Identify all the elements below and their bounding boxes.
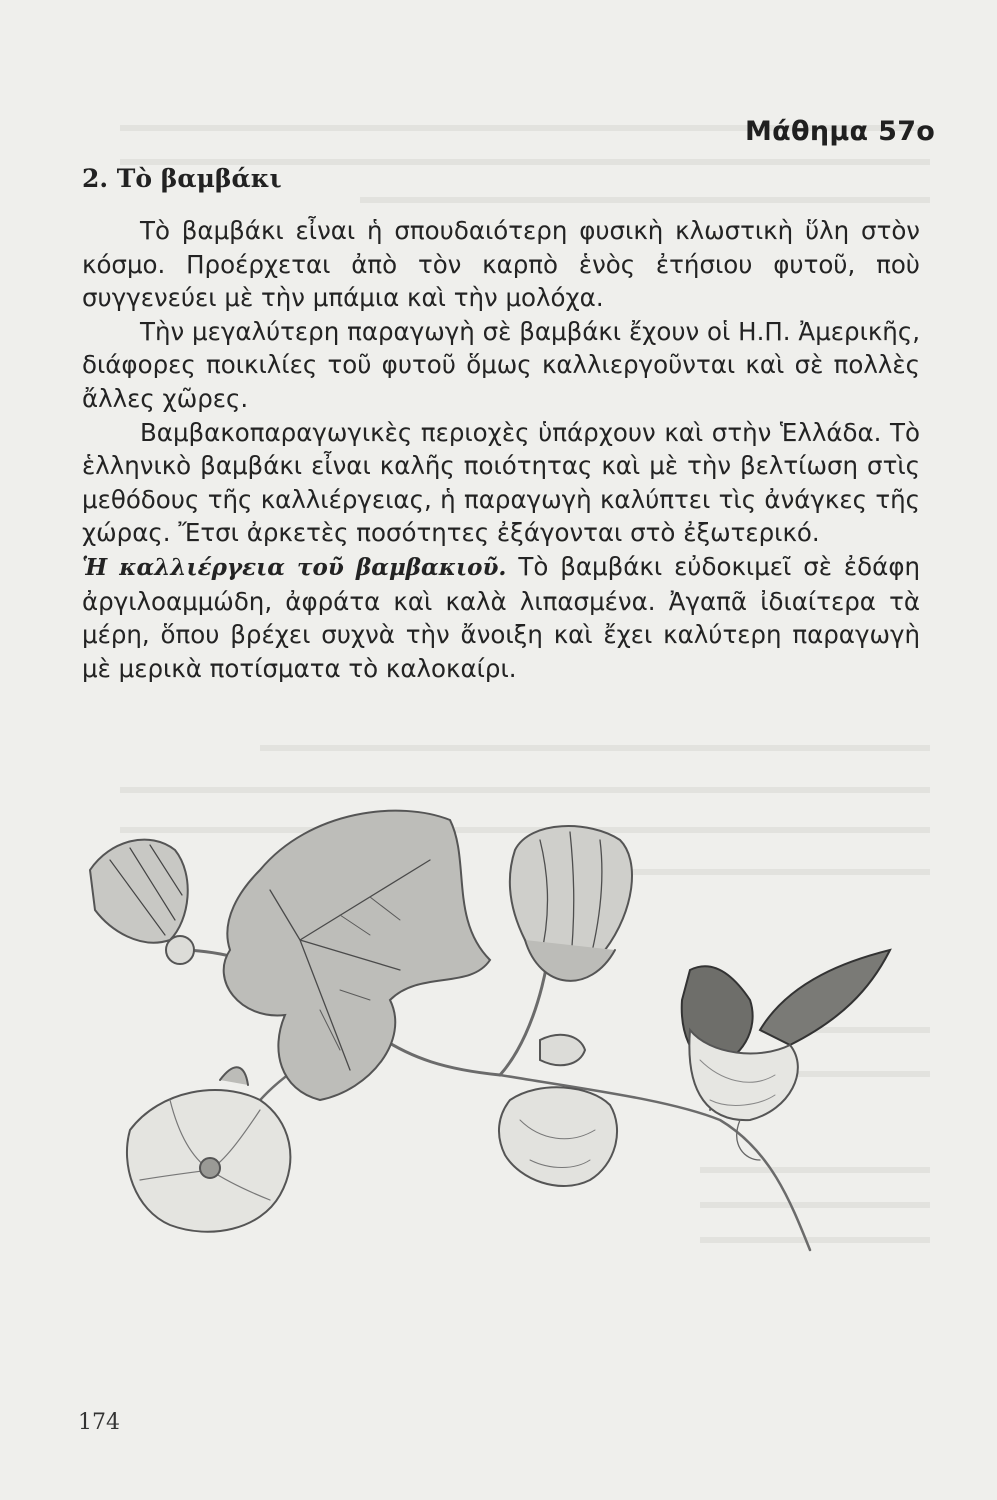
section-title: 2. Τὸ βαμβάκι xyxy=(82,164,282,193)
open-boll-center xyxy=(499,1087,617,1186)
large-leaf xyxy=(224,811,490,1100)
cultivation-text: Τὸ βαμβάκι εὐδοκιμεῖ σὲ ἐδάφη ἀργιλοαμμώδη, ἀφράτα καὶ καλὰ λιπασμένα. Ἀγαπᾶ ἰδιαίτερα τὰ μέρη, ὅπου βρέχει συχνὰ τὴν ἄνοιξη καὶ ἔχει καλύτερη παραγωγὴ μὲ μερικὰ ποτίσματα τὸ καλοκαίρι. xyxy=(82,551,921,683)
body-text xyxy=(82,214,920,685)
paragraph-2: Τὴν μεγαλύτερη παραγωγὴ σὲ βαμβάκι ἔχουν οἱ Η.Π. Ἀμερικῆς, διάφορες ποικιλίες τοῦ φυτοῦ ὅμως καλλιεργοῦνται καὶ σὲ πολλὲς ἄλλες χῶρες. xyxy=(82,316,920,413)
cultivation-heading: Ἡ καλλιέργεια τοῦ βαμβακιοῦ. xyxy=(82,553,507,581)
paragraph-cultivation xyxy=(82,550,920,685)
paragraph-3: Βαμβακοπαραγωγικὲς περιοχὲς ὑπάρχουν καὶ στὴν Ἑλλάδα. Τὸ ἑλληνικὸ βαμβάκι εἶναι καλῆς ποιότητας καὶ μὲ τὴν βελτίωση στὶς μεθόδους τῆς καλλιέργειας, ἡ παραγωγὴ καλύπτει τὶς ἀνάγκες τῆς χώρας. Ἔτσι ἀρκετὲς ποσότητες ἐξάγονται στὸ ἐξωτερικό. xyxy=(82,417,920,548)
cotton-boll xyxy=(510,826,632,981)
paragraph-1: Τὸ βαμβάκι εἶναι ἡ σπουδαιότερη φυσικὴ κλωστικὴ ὕλη στὸν κόσμο. Προέρχεται ἀπὸ τὸν καρπὸ ἑνὸς ἐτήσιου φυτοῦ, ποὺ συγγενεύει μὲ τὴν μπάμια καὶ τὴν μολόχα. xyxy=(82,216,920,313)
cotton-plant-illustration xyxy=(70,800,950,1270)
lesson-number: Μάθημα 57ο xyxy=(745,116,936,147)
flower-bud-left xyxy=(90,840,194,964)
page-number: 174 xyxy=(78,1410,120,1435)
open-boll-right xyxy=(682,950,890,1160)
cotton-flower xyxy=(127,1067,290,1231)
cotton-burr xyxy=(540,1035,585,1065)
